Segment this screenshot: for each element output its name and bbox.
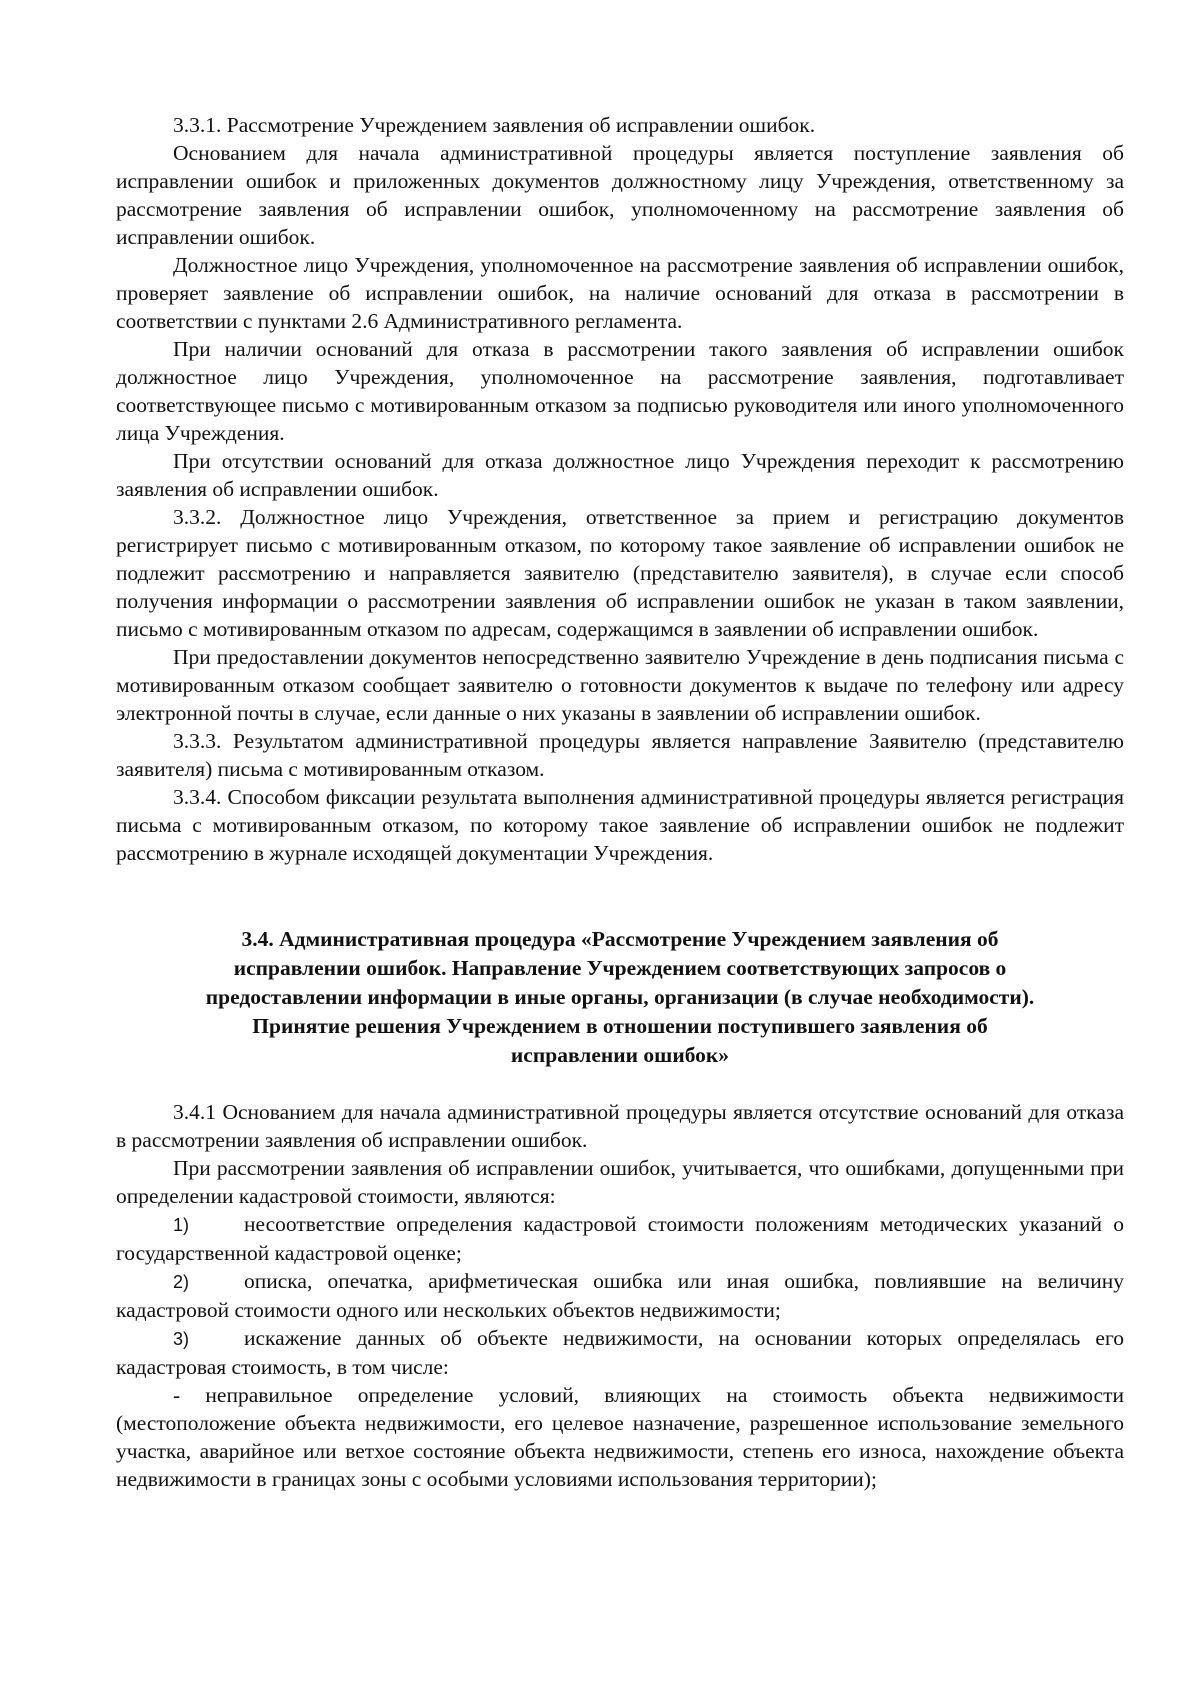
list-number: 3) [173,1329,190,1349]
heading-line: исправлении ошибок» [510,1043,730,1067]
list-item [116,1267,1124,1324]
heading-line: предоставлении информации в иные органы, организации (в случае необходимости). [205,985,1035,1009]
sub-item-conditions: - неправильное определение условий, влияющих на стоимость объекта недвижимости (местоположение объекта недвижимости, его целевое назначение, разрешенное использование земельного участка, аварийное или ветхое состояние объекта недвижимости, степень его износа, нахождение объекта недвижимости в границах зоны с особыми условиями использования территории); [116,1383,1124,1491]
heading-line: Принятие решения Учреждением в отношении поступившего заявления об [252,1014,988,1038]
list-item-text: описка, опечатка, арифметическая ошибка или иная ошибка, повлиявшие на величину кадастровой стоимости одного или нескольких объектов недвижимости; [116,1269,1124,1322]
paragraph-3-3-2: 3.3.2. Должностное лицо Учреждения, ответственное за прием и регистрацию документов регистрирует письмо с мотивированным отказом, по которому такое заявление об исправлении ошибок не подлежит рассмотрению и направляется заявителю (представителю заявителя), в случае если способ получения информации о рассмотрении заявления об исправлении ошибок не указан в таком заявлении, письмо с мотивированным отказом по адресам, содержащимся в заявлении об исправлении ошибок. [116,505,1124,641]
paragraph-3-3-4: 3.3.4. Способом фиксации результата выполнения административной процедуры является регистрация письма с мотивированным отказом, по которому такое заявление об исправлении ошибок не подлежит рассмотрению в журнале исходящей документации Учреждения. [116,785,1124,865]
paragraph-direct-delivery: При предоставлении документов непосредственно заявителю Учреждение в день подписания письма с мотивированным отказом сообщает заявителю о готовности документов к выдаче по телефону или адресу электронной почты в случае, если данные о них указаны в заявлении об исправлении ошибок. [116,645,1124,725]
section-spacer [116,867,1124,925]
paragraph-refusal-grounds: При наличии оснований для отказа в рассмотрении такого заявления об исправлении ошибок должностное лицо Учреждения, уполномоченное на рассмотрение заявления, подготавливает соответствующее письмо с мотивированным отказом за подписью руководителя или иного уполномоченного лица Учреждения. [116,337,1124,445]
paragraph-errors-intro: При рассмотрении заявления об исправлении ошибок, учитывается, что ошибками, допущенными при определении кадастровой стоимости, являются: [116,1156,1124,1208]
list-item-text: несоответствие определения кадастровой стоимости положениям методических указаний о государственной кадастровой оценке; [116,1212,1124,1265]
paragraph-basis: Основанием для начала административной процедуры является поступление заявления об исправлении ошибок и приложенных документов должностному лицу Учреждения, ответственному за рассмотрение заявления об исправлении ошибок, уполномоченному на рассмотрение заявления об исправлении ошибок. [116,141,1124,249]
paragraph-3-4-1: 3.4.1 Основанием для начала административной процедуры является отсутствие оснований для отказа в рассмотрении заявления об исправлении ошибок. [116,1100,1124,1152]
list-number: 1) [173,1215,190,1235]
paragraph-3-3-1: 3.3.1. Рассмотрение Учреждением заявления об исправлении ошибок. [173,113,816,137]
list-item [116,1210,1124,1267]
heading-line: 3.4. Административная процедура «Рассмотрение Учреждением заявления об [241,927,999,951]
section-heading-3-4 [116,925,1124,1070]
list-number: 2) [173,1272,190,1292]
paragraph-official-checks: Должностное лицо Учреждения, уполномоченное на рассмотрение заявления об исправлении ошибок, проверяет заявление об исправлении ошибок, на наличие оснований для отказа в рассмотрении в соответствии с пунктами 2.6 Административного регламента. [116,253,1124,333]
paragraph-3-3-3: 3.3.3. Результатом административной процедуры является направление Заявителю (представителю заявителя) письма с мотивированным отказом. [116,729,1124,781]
list-item [116,1324,1124,1381]
list-item-text: искажение данных об объекте недвижимости, на основании которых определялась его кадастровая стоимость, в том числе: [116,1326,1124,1379]
paragraph-no-refusal: При отсутствии оснований для отказа должностное лицо Учреждения переходит к рассмотрению заявления об исправлении ошибок. [116,449,1124,501]
heading-line: исправлении ошибок. Направление Учреждением соответствующих запросов о [233,956,1007,980]
heading-spacer [116,1070,1124,1098]
